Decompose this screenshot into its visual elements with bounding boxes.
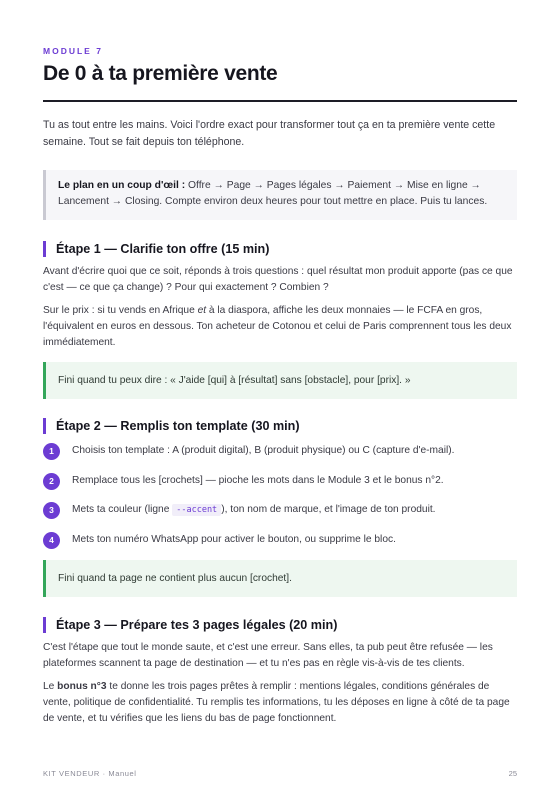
list-item (43, 441, 517, 461)
step1-heading: Étape 1 — Clarifie ton offre (15 min) (43, 241, 517, 257)
step3-heading: Étape 3 — Prépare tes 3 pages légales (20 min) (43, 617, 517, 633)
step3-p2-before: Le (43, 681, 58, 692)
list-item (43, 471, 517, 491)
list-item-text: Choisis ton template : A (produit digital), B (produit physique) ou C (capture d'e-mail). (72, 445, 455, 456)
list-item-text: Mets ton numéro WhatsApp pour activer le bouton, ou supprime le bloc. (72, 534, 396, 545)
footer-brand-name: KIT VENDEUR (43, 769, 100, 778)
footer-doc-name: Manuel (108, 769, 137, 778)
list-item-text-before: Mets ta couleur (ligne (72, 504, 173, 515)
step3-paragraph-1: C'est l'étape que tout le monde saute, et c'est une erreur. Sans elles, ta pub peut être refusée — les plateformes scannent ta page de destination — et tu n'es pas en règle vis-à-vis de tes clients. (43, 642, 493, 669)
step-number-badge: 4 (43, 532, 60, 549)
step-number-badge: 3 (43, 502, 60, 519)
list-item-text-after: ), ton nom de marque, et l'image de ton produit. (221, 504, 436, 515)
step3-paragraph-2 (43, 679, 517, 727)
accent-code-token: --accent (172, 504, 221, 516)
plan-label: Le plan en un coup d'œil : (58, 180, 186, 191)
plan-summary-box (43, 170, 517, 220)
step1-paragraph-1: Avant d'écrire quoi que ce soit, réponds à trois questions : quel résultat mon produit apporte (pas ce que c'est — ce que ça change) ? Pour qui exactement ? Combien ? (43, 266, 513, 293)
intro-paragraph: Tu as tout entre les mains. Voici l'ordre exact pour transformer tout ça en ta première vente cette semaine. Tout se fait depuis ton téléphone. (43, 119, 496, 148)
list-item (43, 530, 517, 550)
list-item-text (72, 502, 436, 518)
footer-brand (43, 769, 137, 778)
page-title: De 0 à ta première vente (43, 62, 278, 85)
bonus-reference: bonus n°3 (57, 681, 107, 692)
step1-p2-before: Sur le prix : si tu vends en Afrique (43, 305, 198, 316)
list-item-text: Remplace tous les [crochets] — pioche les mots dans le Module 3 et le bonus n°2. (72, 475, 444, 486)
step1-p2-emphasis: et (197, 305, 207, 316)
step3-p2-after: te donne les trois pages prêtes à remplir : mentions légales, conditions générales de vente, politique de confidentialité. Tu remplis tes informations, tu les déposes en ligne à côté de ta page de vente, et tu vérifies que les liens du bas de page fonctionnent. (43, 681, 510, 724)
title-divider (43, 100, 517, 102)
page-number: 25 (508, 769, 517, 778)
plan-text: Offre → Page → Pages légales → Paiement → Mise en ligne → Lancement → Closing. Compte environ deux heures pour tout mettre en place. Puis tu lances. (58, 180, 488, 207)
list-item (43, 500, 517, 520)
step2-done-callout: Fini quand ta page ne contient plus aucun [crochet]. (43, 560, 517, 597)
step1-p2-after: à la diaspora, affiche les deux monnaies — le FCFA en gros, l'équivalent en euros en dessous. Ton acheteur de Cotonou et celui de Paris comprennent tous les deux immédiatement. (43, 305, 512, 348)
step2-heading: Étape 2 — Remplis ton template (30 min) (43, 418, 517, 434)
step-number-badge: 2 (43, 473, 60, 490)
step1-paragraph-2 (43, 303, 517, 351)
module-label: MODULE 7 (43, 46, 103, 56)
step1-done-callout: Fini quand tu peux dire : « J'aide [qui] à [résultat] sans [obstacle], pour [prix]. » (43, 362, 517, 399)
footer-separator: · (99, 769, 109, 778)
step-number-badge: 1 (43, 443, 60, 460)
